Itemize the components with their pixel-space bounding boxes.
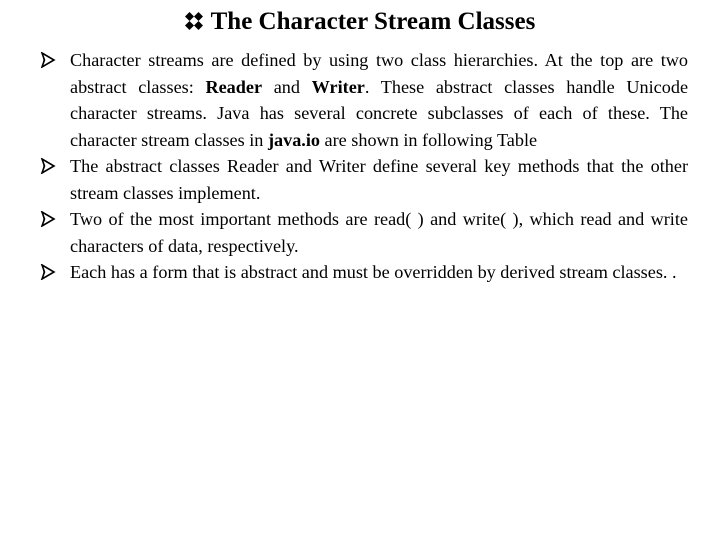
slide-title (0, 5, 720, 39)
bullet-item (40, 153, 688, 206)
bullet-text: are shown in following Table (320, 129, 538, 150)
bullet-text: Each has a form that is abstract and must be overridden by derived stream classes. . (70, 262, 677, 282)
bullet-text: . These abstract classes handle Unicode character streams. Java has several concrete subclasses of each of these. The character stream classes in (70, 76, 689, 150)
arrow-bullet-icon (40, 158, 56, 174)
bullet-text: The abstract classes Reader and Writer define several key methods that the other stream classes implement. (70, 156, 688, 203)
bullet-text: Two of the most important methods are read( ) and write( ), which read and write characters of data, respectively. (70, 209, 688, 256)
arrow-bullet-icon (40, 211, 56, 227)
bold-text: Writer (311, 76, 365, 97)
bullet-text: Character streams are defined by using two class hierarchies. At the top are two abstract classes: (70, 50, 688, 97)
arrow-bullet-icon (40, 264, 56, 280)
arrow-bullet-icon (40, 52, 56, 68)
bullet-list (40, 47, 688, 286)
bold-text: java.io (267, 129, 320, 150)
bullet-item (40, 206, 688, 259)
diamond-bullet-icon (185, 12, 203, 30)
bullet-item (40, 47, 688, 153)
bullet-text: and (262, 76, 312, 97)
bold-text: Reader (205, 76, 263, 97)
bullet-item (40, 259, 688, 286)
slide-title-text: The Character Stream Classes (210, 8, 536, 35)
